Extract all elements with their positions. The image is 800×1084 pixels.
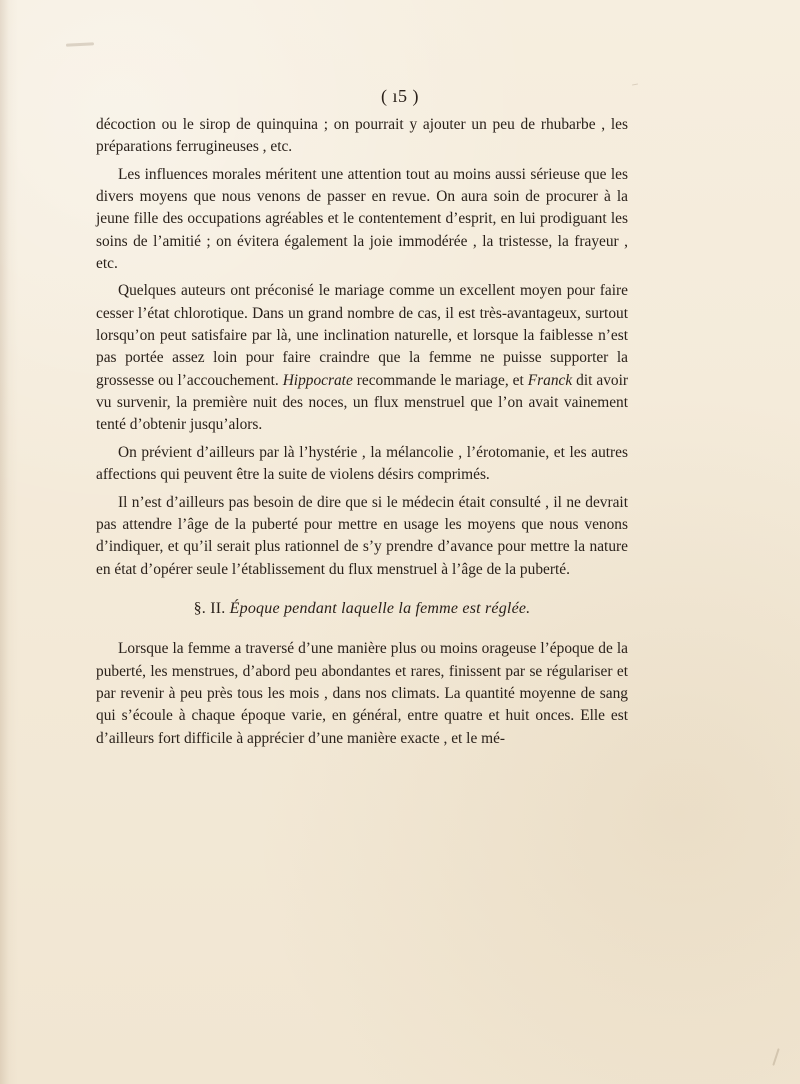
paragraph-text: recommande le mariage, et bbox=[352, 371, 528, 389]
page-binding-shadow bbox=[0, 0, 18, 1084]
section-heading bbox=[96, 598, 628, 620]
page-number: ( ı5 ) bbox=[381, 86, 419, 106]
document-body bbox=[96, 114, 628, 750]
paragraph: Il n’est d’ailleurs pas besoin de dire que si le médecin était consulté , il ne devrait pas attendre l’âge de la puberté pour mettre en usage les moyens que nous venons d’indiquer, et qu’il serait plus rationnel de s’y prendre d’avance pour mettre la nature en état d’opérer seule l’établissement du flux menstruel à l’âge de la puberté. bbox=[96, 493, 628, 578]
section-marker: §. II. bbox=[193, 599, 226, 617]
paragraph: Les influences morales méritent une attention tout au moins aussi sérieuse que les divers moyens que nous venons de passer en revue. On aura soin de procurer à la jeune fille des occupations agréables et le contentement d’esprit, en lui prodiguant les soins de l’amitié ; on évitera également la joie immodérée , la tristesse, la frayeur , etc. bbox=[96, 165, 628, 273]
paragraph: décoction ou le sirop de quinquina ; on pourrait y ajouter un peu de rhubarbe , les préparations ferrugineuses , etc. bbox=[96, 116, 628, 156]
paragraph-text: Quelques auteurs ont préconisé le mariage comme un excellent moyen pour faire cesser l’état chlorotique. Dans un grand nombre de cas, il est très-avantageux, surtout lorsqu’on peut satisfaire par là, une inclination naturelle, et lorsque la faiblesse n’est pas portée assez loin pour faire craindre que la femme ne puisse supporter la grossesse ou l’accouchement. bbox=[96, 282, 628, 389]
paper-mark bbox=[772, 1048, 779, 1066]
section-title: Époque pendant laquelle la femme est réglée. bbox=[229, 599, 531, 617]
paper-mark bbox=[66, 42, 94, 46]
paragraph-text: dit avoir vu survenir, la première nuit des noces, un flux menstruel que l’on avait vainement tenté d’obtenir jusqu’alors. bbox=[96, 371, 628, 434]
paragraph: On prévient d’ailleurs par là l’hystérie , la mélancolie , l’érotomanie, et les autres affections qui peuvent être la suite de violens désirs comprimés. bbox=[96, 443, 628, 484]
author-name: Franck bbox=[527, 371, 573, 389]
paragraph: Lorsque la femme a traversé d’une manière plus ou moins orageuse l’époque de la puberté, les menstrues, d’abord peu abondantes et rares, finissent par se régulariser et par revenir à peu près tous les mois , dans nos climats. La quantité moyenne de sang qui s’écoule à chaque époque varie, en général, entre quatre et huit onces. Elle est d’ailleurs fort difficile à apprécier d’une manière exacte , et le mé- bbox=[96, 640, 628, 747]
paragraph bbox=[96, 280, 628, 436]
author-name: Hippocrate bbox=[282, 371, 353, 389]
